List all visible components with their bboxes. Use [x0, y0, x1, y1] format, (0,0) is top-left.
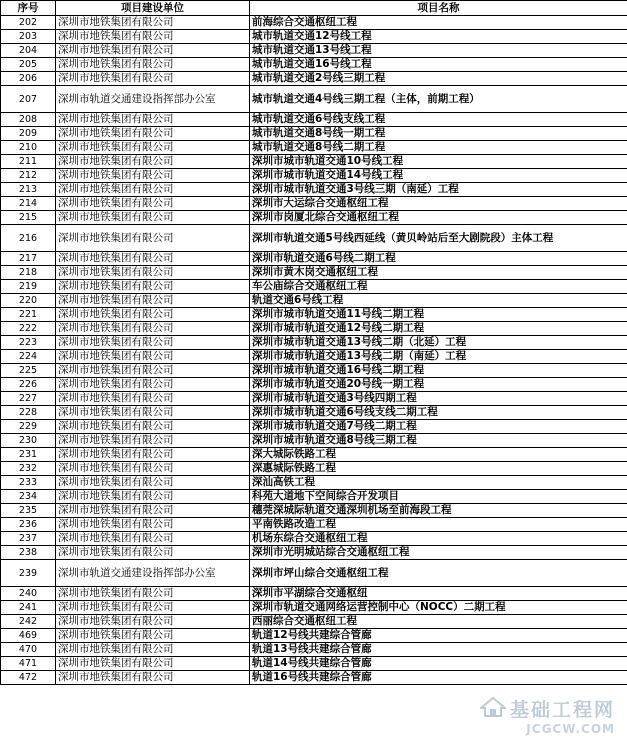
- table-row: [1, 308, 627, 322]
- row-number: 231: [1, 448, 56, 462]
- row-number: 226: [1, 378, 56, 392]
- row-project-name: 轨道12号线共建综合管廊: [250, 629, 627, 643]
- row-project-name: 深圳市城市轨道交通3号线四期工程: [250, 392, 627, 406]
- row-project-name: 深圳市光明城站综合交通枢纽工程: [250, 546, 627, 560]
- row-unit: 深圳市地铁集团有限公司: [56, 155, 250, 169]
- table-row: [1, 211, 627, 225]
- table-row: [1, 406, 627, 420]
- row-number: 216: [1, 225, 56, 252]
- row-number: 208: [1, 113, 56, 127]
- table-row: [1, 141, 627, 155]
- table-row: [1, 322, 627, 336]
- row-number: 203: [1, 30, 56, 44]
- table-row: [1, 560, 627, 587]
- row-unit: 深圳市地铁集团有限公司: [56, 127, 250, 141]
- header-unit: 项目建设单位: [56, 1, 250, 16]
- table-row: [1, 266, 627, 280]
- row-project-name: 城市轨道交通8号线一期工程: [250, 127, 627, 141]
- row-unit: 深圳市地铁集团有限公司: [56, 252, 250, 266]
- row-number: 221: [1, 308, 56, 322]
- table-row: [1, 671, 627, 685]
- table-row: [1, 657, 627, 671]
- row-number: 235: [1, 504, 56, 518]
- watermark-url: JCGCW.COM: [526, 722, 615, 736]
- row-number: 239: [1, 560, 56, 587]
- row-unit: 深圳市轨道交通建设指挥部办公室: [56, 560, 250, 587]
- row-project-name: 城市轨道交通8号线二期工程: [250, 141, 627, 155]
- table-row: [1, 280, 627, 294]
- row-number: 215: [1, 211, 56, 225]
- row-unit: 深圳市地铁集团有限公司: [56, 448, 250, 462]
- row-unit: 深圳市地铁集团有限公司: [56, 141, 250, 155]
- row-number: 225: [1, 364, 56, 378]
- row-unit: 深圳市地铁集团有限公司: [56, 406, 250, 420]
- row-project-name: 城市轨道交通12号线工程: [250, 30, 627, 44]
- table-row: [1, 546, 627, 560]
- row-number: 472: [1, 671, 56, 685]
- row-unit: 深圳市地铁集团有限公司: [56, 546, 250, 560]
- row-number: 220: [1, 294, 56, 308]
- table-row: [1, 504, 627, 518]
- table-row: [1, 490, 627, 504]
- row-unit: 深圳市地铁集团有限公司: [56, 420, 250, 434]
- row-number: 204: [1, 44, 56, 58]
- row-unit: 深圳市地铁集团有限公司: [56, 322, 250, 336]
- row-project-name: 西丽综合交通枢纽工程: [250, 615, 627, 629]
- table-row: [1, 615, 627, 629]
- table-row: [1, 601, 627, 615]
- row-project-name: 深圳市大运综合交通枢纽工程: [250, 197, 627, 211]
- row-number: 207: [1, 86, 56, 113]
- row-unit: 深圳市地铁集团有限公司: [56, 615, 250, 629]
- row-unit: 深圳市地铁集团有限公司: [56, 643, 250, 657]
- table-row: [1, 86, 627, 113]
- row-number: 210: [1, 141, 56, 155]
- row-number: 240: [1, 587, 56, 601]
- table-row: [1, 434, 627, 448]
- table-row: [1, 518, 627, 532]
- row-unit: 深圳市地铁集团有限公司: [56, 197, 250, 211]
- table-row: [1, 462, 627, 476]
- row-project-name: 深圳市黄木岗交通枢纽工程: [250, 266, 627, 280]
- row-project-name: 深圳市城市轨道交通8号线三期工程: [250, 434, 627, 448]
- row-number: 241: [1, 601, 56, 615]
- row-unit: 深圳市地铁集团有限公司: [56, 392, 250, 406]
- table-row: [1, 155, 627, 169]
- table-row: [1, 532, 627, 546]
- row-project-name: 车公庙综合交通枢纽工程: [250, 280, 627, 294]
- table-row: [1, 336, 627, 350]
- row-project-name: 平南铁路改造工程: [250, 518, 627, 532]
- row-project-name: 城市轨道交通2号线三期工程: [250, 72, 627, 86]
- row-number: 219: [1, 280, 56, 294]
- row-number: 213: [1, 183, 56, 197]
- row-project-name: 深圳市坪山综合交通枢纽工程: [250, 560, 627, 587]
- table-row: [1, 476, 627, 490]
- row-project-name: 轨道14号线共建综合管廊: [250, 657, 627, 671]
- row-unit: 深圳市地铁集团有限公司: [56, 350, 250, 364]
- watermark: [480, 695, 615, 736]
- row-project-name: 前海综合交通枢纽工程: [250, 16, 627, 30]
- row-unit: 深圳市地铁集团有限公司: [56, 476, 250, 490]
- row-unit: 深圳市地铁集团有限公司: [56, 211, 250, 225]
- table-row: [1, 197, 627, 211]
- row-project-name: 轨道16号线共建综合管廊: [250, 671, 627, 685]
- table-row: [1, 294, 627, 308]
- row-number: 202: [1, 16, 56, 30]
- row-project-name: 深惠城际铁路工程: [250, 462, 627, 476]
- row-unit: 深圳市地铁集团有限公司: [56, 308, 250, 322]
- table-row: [1, 16, 627, 30]
- row-number: 232: [1, 462, 56, 476]
- row-unit: 深圳市地铁集团有限公司: [56, 169, 250, 183]
- row-project-name: 深汕高铁工程: [250, 476, 627, 490]
- row-unit: 深圳市地铁集团有限公司: [56, 294, 250, 308]
- row-unit: 深圳市地铁集团有限公司: [56, 44, 250, 58]
- row-unit: 深圳市地铁集团有限公司: [56, 16, 250, 30]
- row-project-name: 轨道交通6号线工程: [250, 294, 627, 308]
- row-unit: 深圳市地铁集团有限公司: [56, 657, 250, 671]
- table-row: [1, 392, 627, 406]
- table-row: [1, 643, 627, 657]
- row-project-name: 深圳市平湖综合交通枢纽: [250, 587, 627, 601]
- row-number: 224: [1, 350, 56, 364]
- table-row: [1, 30, 627, 44]
- row-project-name: 深圳市城市轨道交通20号线一期工程: [250, 378, 627, 392]
- row-project-name: 轨道13号线共建综合管廊: [250, 643, 627, 657]
- row-number: 238: [1, 546, 56, 560]
- row-project-name: 深圳市城市轨道交通11号线二期工程: [250, 308, 627, 322]
- row-project-name: 城市轨道交通6号线支线工程: [250, 113, 627, 127]
- row-number: 209: [1, 127, 56, 141]
- row-project-name: 城市轨道交通13号线工程: [250, 44, 627, 58]
- table-row: [1, 44, 627, 58]
- row-number: 471: [1, 657, 56, 671]
- row-project-name: 深大城际铁路工程: [250, 448, 627, 462]
- row-number: 214: [1, 197, 56, 211]
- row-number: 228: [1, 406, 56, 420]
- table-row: [1, 225, 627, 252]
- row-number: 223: [1, 336, 56, 350]
- row-unit: 深圳市地铁集团有限公司: [56, 280, 250, 294]
- row-number: 211: [1, 155, 56, 169]
- row-project-name: 深圳市城市轨道交通13号线二期（南延）工程: [250, 350, 627, 364]
- table-body: [1, 16, 627, 685]
- row-project-name: 深圳市岗厦北综合交通枢纽工程: [250, 211, 627, 225]
- row-unit: 深圳市地铁集团有限公司: [56, 518, 250, 532]
- row-project-name: 深圳市城市轨道交通10号线工程: [250, 155, 627, 169]
- row-project-name: 深圳市轨道交通网络运营控制中心（NOCC）二期工程: [250, 601, 627, 615]
- row-unit: 深圳市地铁集团有限公司: [56, 671, 250, 685]
- row-number: 205: [1, 58, 56, 72]
- header-no: 序号: [1, 1, 56, 16]
- row-unit: 深圳市地铁集团有限公司: [56, 30, 250, 44]
- row-number: 206: [1, 72, 56, 86]
- row-number: 469: [1, 629, 56, 643]
- row-project-name: 深圳市轨道交通6号线二期工程: [250, 252, 627, 266]
- row-project-name: 深圳市城市轨道交通3号线三期（南延）工程: [250, 183, 627, 197]
- row-project-name: 机场东综合交通枢纽工程: [250, 532, 627, 546]
- row-unit: 深圳市地铁集团有限公司: [56, 266, 250, 280]
- row-project-name: 科苑大道地下空间综合开发项目: [250, 490, 627, 504]
- row-project-name: 深圳市城市轨道交通12号线二期工程: [250, 322, 627, 336]
- table-row: [1, 420, 627, 434]
- table-row: [1, 169, 627, 183]
- row-unit: 深圳市地铁集团有限公司: [56, 629, 250, 643]
- table-row: [1, 587, 627, 601]
- row-number: 470: [1, 643, 56, 657]
- row-unit: 深圳市地铁集团有限公司: [56, 336, 250, 350]
- row-project-name: 城市轨道交通16号线工程: [250, 58, 627, 72]
- table-row: [1, 252, 627, 266]
- row-project-name: 深圳市城市轨道交通6号线支线二期工程: [250, 406, 627, 420]
- row-project-name: 深圳市城市轨道交通14号线工程: [250, 169, 627, 183]
- row-number: 237: [1, 532, 56, 546]
- row-project-name: 城市轨道交通4号线三期工程（主体，前期工程）: [250, 86, 627, 113]
- row-unit: 深圳市地铁集团有限公司: [56, 587, 250, 601]
- row-unit: 深圳市地铁集团有限公司: [56, 113, 250, 127]
- row-project-name: 深圳市城市轨道交通13号线二期（北延）工程: [250, 336, 627, 350]
- row-project-name: 穗莞深城际轨道交通深圳机场至前海段工程: [250, 504, 627, 518]
- row-project-name: 深圳市城市轨道交通16号线二期工程: [250, 364, 627, 378]
- row-number: 218: [1, 266, 56, 280]
- row-number: 230: [1, 434, 56, 448]
- table-row: [1, 378, 627, 392]
- row-unit: 深圳市地铁集团有限公司: [56, 532, 250, 546]
- row-unit: 深圳市地铁集团有限公司: [56, 183, 250, 197]
- table-row: [1, 72, 627, 86]
- header-row: [1, 1, 627, 16]
- row-number: 234: [1, 490, 56, 504]
- house-logo-icon: [480, 697, 506, 721]
- row-number: 236: [1, 518, 56, 532]
- row-unit: 深圳市地铁集团有限公司: [56, 504, 250, 518]
- row-unit: 深圳市地铁集团有限公司: [56, 462, 250, 476]
- row-project-name: 深圳市轨道交通5号线西延线（黄贝岭站后至大剧院段）主体工程: [250, 225, 627, 252]
- row-number: 222: [1, 322, 56, 336]
- table-row: [1, 58, 627, 72]
- row-unit: 深圳市地铁集团有限公司: [56, 58, 250, 72]
- table-row: [1, 113, 627, 127]
- header-name: 项目名称: [250, 1, 627, 16]
- table-row: [1, 183, 627, 197]
- row-unit: 深圳市地铁集团有限公司: [56, 72, 250, 86]
- row-unit: 深圳市地铁集团有限公司: [56, 490, 250, 504]
- row-number: 233: [1, 476, 56, 490]
- row-unit: 深圳市地铁集团有限公司: [56, 434, 250, 448]
- row-project-name: 深圳市城市轨道交通7号线二期工程: [250, 420, 627, 434]
- table-row: [1, 127, 627, 141]
- table-row: [1, 350, 627, 364]
- row-unit: 深圳市地铁集团有限公司: [56, 378, 250, 392]
- row-unit: 深圳市地铁集团有限公司: [56, 601, 250, 615]
- table-row: [1, 448, 627, 462]
- row-number: 227: [1, 392, 56, 406]
- row-number: 217: [1, 252, 56, 266]
- table-row: [1, 364, 627, 378]
- row-unit: 深圳市轨道交通建设指挥部办公室: [56, 86, 250, 113]
- row-number: 212: [1, 169, 56, 183]
- row-number: 242: [1, 615, 56, 629]
- table-row: [1, 629, 627, 643]
- row-number: 229: [1, 420, 56, 434]
- row-unit: 深圳市地铁集团有限公司: [56, 364, 250, 378]
- row-unit: 深圳市地铁集团有限公司: [56, 225, 250, 252]
- watermark-title: 基础工程网: [509, 699, 615, 721]
